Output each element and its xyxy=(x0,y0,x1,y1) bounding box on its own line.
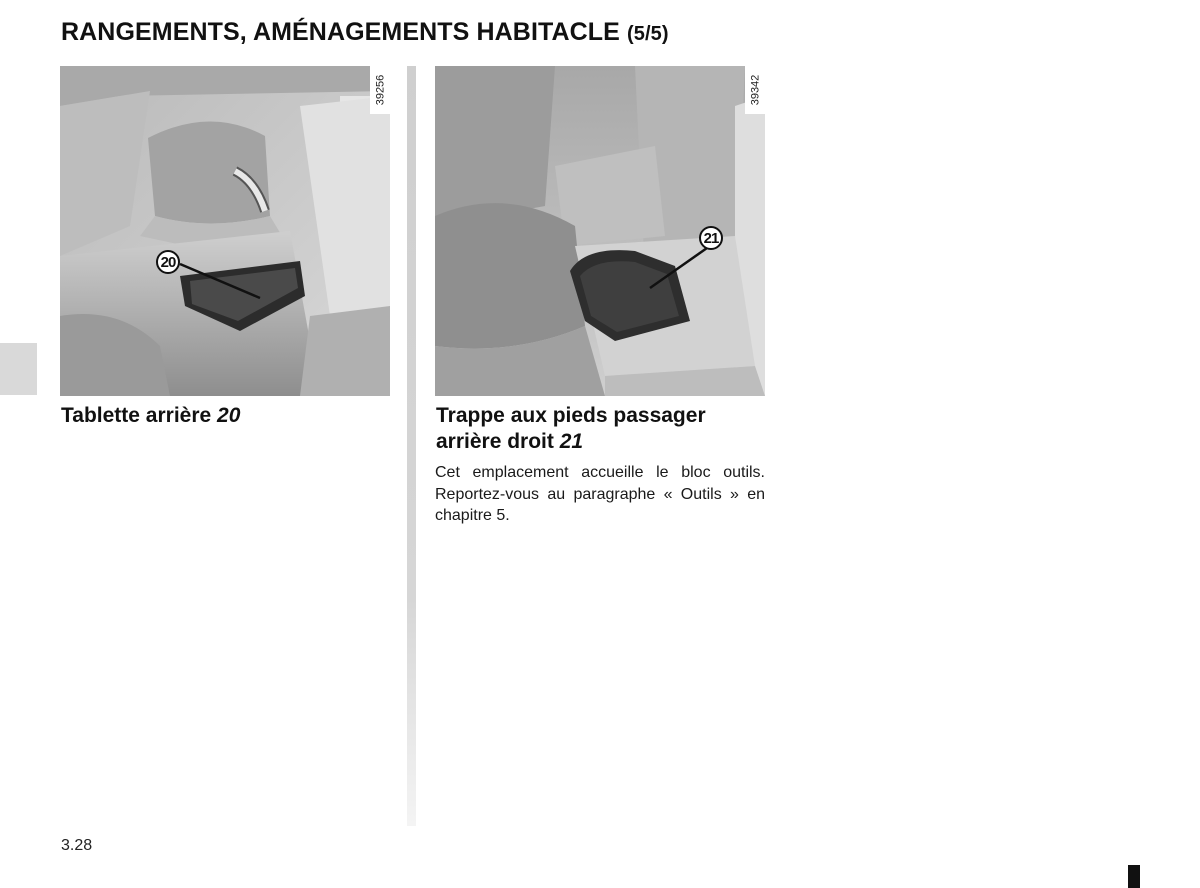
rear-tablet-illustration xyxy=(60,66,390,396)
caption-text: Trappe aux pieds passager arrière droit xyxy=(436,404,706,453)
figure-footwell-hatch xyxy=(435,66,765,396)
caption-footwell-hatch xyxy=(436,403,766,455)
page-number: 3.28 xyxy=(61,837,93,854)
page-title xyxy=(61,18,669,47)
figure-rear-tablet xyxy=(60,66,390,396)
column-divider xyxy=(407,66,416,826)
footwell-hatch-description: Cet emplacement accueille le bloc outils. Reportez-vous au paragraphe « Outils » en chapitre 5. xyxy=(435,464,765,524)
callout-marker: 21 xyxy=(699,226,723,250)
page-title-suffix: (5/5) xyxy=(627,23,669,45)
figure-ref-code: 39342 xyxy=(745,66,765,114)
figure-ref-code: 39256 xyxy=(370,66,390,114)
caption-rear-tablet xyxy=(61,403,391,429)
page-title-text: RANGEMENTS, AMÉNAGEMENTS HABITACLE xyxy=(61,18,620,46)
caption-ref: 21 xyxy=(559,430,584,453)
page-corner-mark xyxy=(1128,865,1140,888)
chapter-side-tab xyxy=(0,343,37,395)
callout-marker: 20 xyxy=(156,250,180,274)
caption-ref: 20 xyxy=(217,404,241,427)
caption-text: Tablette arrière xyxy=(61,404,218,427)
